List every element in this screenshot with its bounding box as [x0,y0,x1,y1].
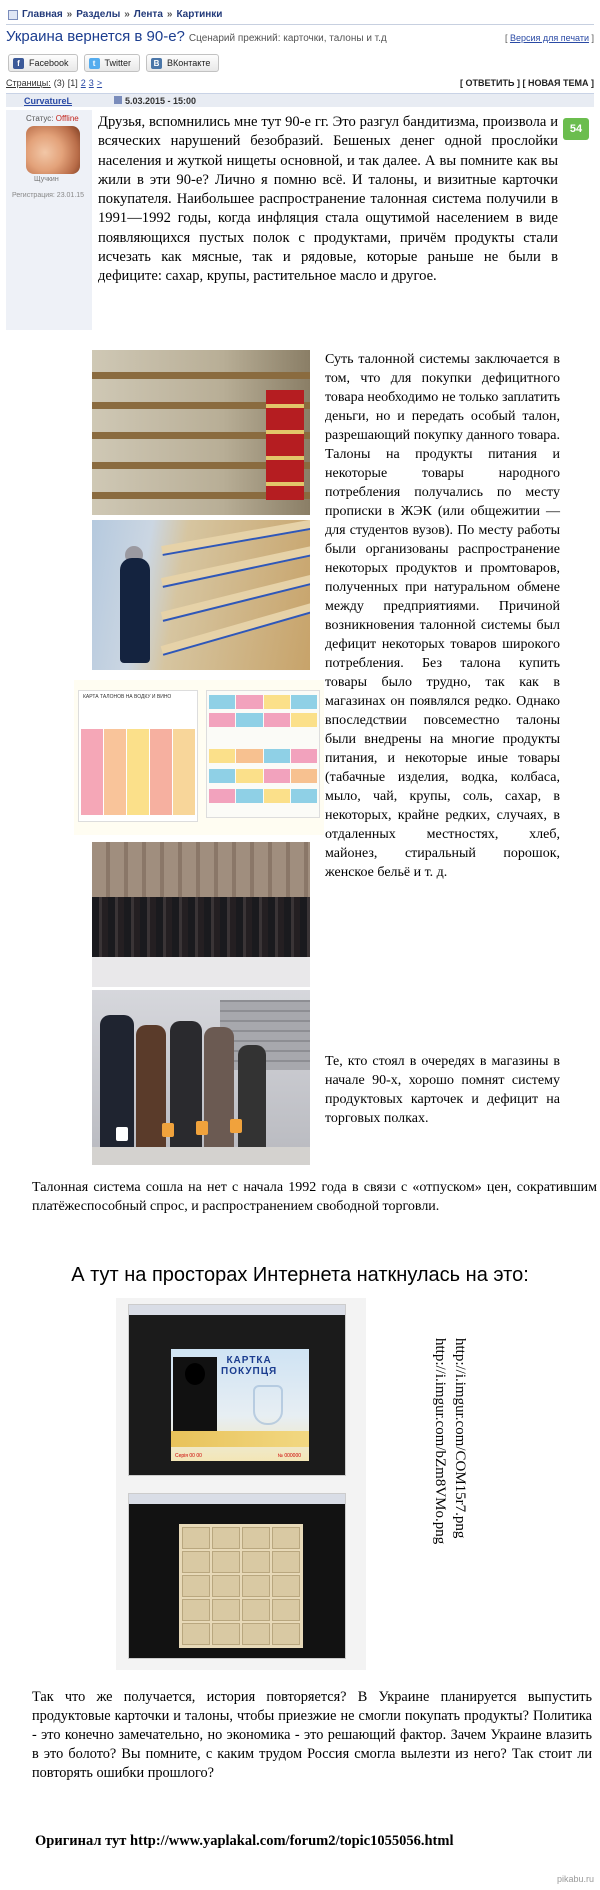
facebook-share-button[interactable] [8,54,78,72]
card-number: № 000000 [277,1453,301,1459]
topic-title-bar [6,28,594,50]
coupon [212,1623,240,1645]
coupon [272,1575,300,1597]
article-right-column-2: Те, кто стоял в очередях в магазины в начале 90-х, хорошо помнят систему продуктовых карточек и дефицит на торговых полках. [325,1054,560,1126]
buyer-card [171,1349,309,1461]
vk-share-button[interactable] [146,54,219,72]
divider [6,24,594,25]
post-header [6,93,594,107]
viewer-toolbar [129,1494,345,1504]
coupon-strip [104,729,126,815]
coupon [182,1527,210,1549]
image-links [408,1338,468,1598]
post-date-icon [114,96,122,104]
watermark: pikabu.ru [556,1874,594,1884]
coupon [272,1623,300,1645]
coupon-strip [150,729,172,815]
card-series: Серія 00 00 [175,1453,202,1459]
photo-woman-empty-shelves [92,520,310,670]
red-rack [266,390,304,500]
article-question: Так что же получается, история повторяется? В Украине планируется выпустить продуктовые карточки и талоны, чтобы приезжие не смогли покупать продукты? Политика - это конечно замечательно, но экономика - это решающий фактор. Зачем Украине влазить в это болото? Вы помните, с каким трудом Россия смогла вылезти из него? Так стоит ли повторять ошибки прошлого? [32,1689,592,1781]
forum-home-icon [8,10,18,20]
ground [92,1147,310,1165]
page-link-2[interactable]: 2 [80,78,86,88]
shopping-bag [116,1127,128,1141]
reply-newtopic-buttons[interactable]: [ ОТВЕТИТЬ ] [ НОВАЯ ТЕМА ] [460,78,594,88]
breadcrumb-sep: » [124,9,130,20]
ration-card-left [78,690,198,822]
status-value: Offline [55,114,79,123]
post-author-link[interactable]: CurvatureL [24,95,73,106]
breadcrumb [8,9,222,20]
shopping-bag [230,1119,242,1133]
coupon [182,1599,210,1621]
crowd [92,897,310,957]
coupon [242,1575,270,1597]
coupon-row [209,713,317,727]
page-link-3[interactable]: 3 [88,78,94,88]
twitter-label: Twitter [104,58,132,68]
page-next-arrow[interactable]: > [96,78,103,88]
viewer-toolbar [129,1305,345,1315]
photo-queue-people [92,990,310,1165]
status-label: Статус: [26,114,54,123]
coupon-row [209,789,317,803]
coupon [212,1575,240,1597]
coupon [212,1527,240,1549]
coupon-strip [173,729,195,815]
breadcrumb-sep: » [66,9,73,20]
coupon-strip [127,729,149,815]
user-status [26,114,79,123]
article-right-column: Суть талонной системы заключается в том, что для покупки дефицитного товара необходимо не только заплатить деньги, но и передать особый талон, разрешающий покупку данного товара. Талоны на продукты питания и некоторые товары народного потребления получались по месту прописки в ЖЭК (или общежитии — для студентов вузов). По месту работы были организованы распространение некоторых продуктов и промтоваров, полученных при натуральном обмене между предприятиями. Причиной возникновения талонной системы был дефицит некоторых товаров широкого потребления. Без талона купить товары было трудно, так как в магазинах он появлялся редко. Однако впоследствии повсеместно талоны были внедрены на многие продукты питания, и некоторые иные товары (табачные изделия, водка, колбаса, мыло, чай, крупы, соль, сахар, в некоторых, крайне редких, случаях, в отдаленных местностях, хлеб, майонез, стиральный порошок, женское бельё и т. д. [325,352,560,880]
coupon [212,1551,240,1573]
coupon [272,1527,300,1549]
share-bar [8,54,219,72]
breadcrumb-sections[interactable]: Разделы [76,9,121,20]
twitter-icon: t [89,58,100,69]
print-bracket: ] [588,33,594,43]
print-version [505,33,594,43]
coupon-sheet [179,1524,303,1648]
snow-ground [92,957,310,987]
coupon [182,1575,210,1597]
person-figure [204,1027,234,1155]
screenshot-coupon-sheet [128,1493,346,1659]
photo-ration-cards [74,680,324,835]
coupon [242,1599,270,1621]
page-current: [1] [67,78,78,88]
trident-emblem-icon [253,1385,283,1425]
card-header: КАРТА ТАЛОНОВ НА ВОДКУ И ВИНО [83,694,172,700]
coupon [272,1599,300,1621]
print-bracket: [ [504,33,510,43]
buyer-card-title [221,1355,277,1377]
vk-icon: В [151,58,162,69]
silhouette-head [185,1363,205,1385]
breadcrumb-feed[interactable]: Лента [133,9,163,20]
coupon [212,1599,240,1621]
person-figure [120,558,150,663]
user-panel [6,110,92,330]
topic-subtitle: Сценарий прежний: карточки, талоны и т.д [188,33,387,44]
rack-shelf [266,456,304,460]
coupon-strip [81,729,103,815]
coupon-row [209,769,317,783]
rack-shelf [266,404,304,408]
post-date [114,96,196,106]
card-coupons [81,729,195,815]
breadcrumb-pictures[interactable]: Картинки [176,9,223,20]
rack-shelf [266,482,304,486]
facebook-label: Facebook [29,58,69,68]
buyer-card-title-line2: ПОКУПЦЯ [221,1366,278,1377]
photo-queue-street [92,842,310,987]
print-version-link[interactable]: Версия для печати [509,33,589,43]
rack-shelf [266,430,304,434]
breadcrumb-home[interactable]: Главная [22,9,63,20]
shopping-bag [162,1123,174,1137]
original-source: Оригинал тут http://www.yaplakal.com/forum2/topic1055056.html [35,1833,454,1849]
image-link-1[interactable]: http://i.imgur.com/COM15r7.png [452,1338,468,1539]
coupon [242,1527,270,1549]
person-figure [238,1045,266,1155]
vk-label: ВКонтакте [167,58,211,68]
facebook-icon: f [13,58,24,69]
avatar[interactable] [26,126,80,174]
buyer-card-title-line1: КАРТКА [226,1355,272,1366]
article-intro: Друзья, вспомнились мне тут 90-е гг. Это разгул бандитизма, произвола и всяческих нарушений безобразий. Бешеных денег одной прослойки населения и жуткой нищеты основной, и так далее. А вы помните как вы жили в эти 90-е? Лично я помню всё. И талоны, и визитные карточки покупателя. Наибольшее распространение талонная система получили в 1991—1992 годы, когда инфляция стала ощутимой населением в виде появляющихся пустых полок с продуктами, причём продукты стали исчезать как мясные, так и рядовые, которые раньше не были в дефиците: сахар, крупы, растительное масло и другое. [98,114,558,285]
article-after-photos: Талонная система сошла на нет с начала 1992 года в связи с «отпуском» цен, сократившим платёжеспособный спрос, и распространением свободной торговли. [32,1180,597,1214]
pagination-bar [6,76,594,90]
shopping-bag [196,1121,208,1135]
coupon [242,1551,270,1573]
avatar-caption: Щучкин [34,176,59,183]
ration-card-right [206,690,320,818]
shelf [92,372,310,379]
coupon-row [209,695,317,709]
pages-count: (3) [53,78,65,88]
registration-date: Регистрация: 23.01.15 [12,192,85,199]
coupon [272,1551,300,1573]
coupon-row [209,749,317,763]
coupon [242,1623,270,1645]
screenshot-buyer-card [128,1304,346,1476]
post-rating-badge[interactable]: 54 [563,118,589,140]
breadcrumb-sep: » [166,9,173,20]
image-link-2[interactable]: http://i.imgur.com/bZm8VMo.png [432,1338,448,1545]
post-date-text: 5.03.2015 - 15:00 [125,95,197,106]
section-heading: А тут на просторах Интернета наткнулась на это: [71,1264,529,1286]
card-stripe [171,1431,309,1447]
topic-title: Украина вернется в 90-е? [6,28,185,45]
pages-label: Страницы: [6,78,51,88]
twitter-share-button[interactable] [84,54,141,72]
building [92,842,310,897]
coupon [182,1623,210,1645]
coupon [182,1551,210,1573]
photo-empty-shelves [92,350,310,515]
